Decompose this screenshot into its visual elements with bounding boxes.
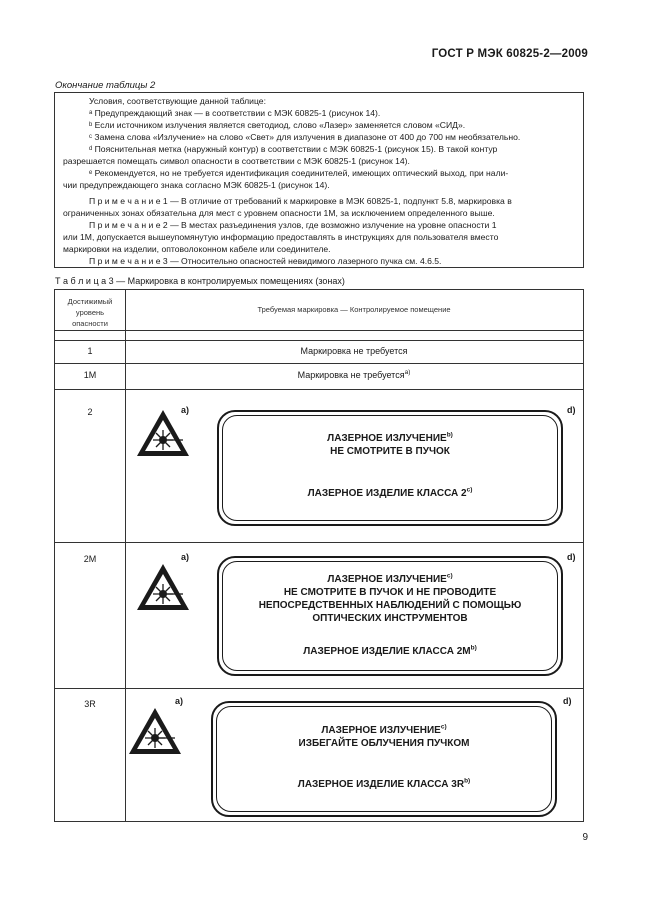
footnote-label-d: d) [567,552,576,562]
notes-line: ᵉ Рекомендуется, но не требуется идентификация соединителей, имеющих оптический выход, при нали- [89,168,509,178]
footnote-ref: c) [446,572,453,580]
header-level-line: опасности [72,319,108,328]
label-inner-border [222,415,558,521]
footnote-ref: b) [464,777,471,785]
footnote-label-d: d) [563,696,572,706]
sign-line: НЕ СМОТРИТЕ В ПУЧОК И НЕ ПРОВОДИТЕ [283,587,497,598]
footnote-label-a: a) [175,696,184,706]
label-inner-border [216,706,552,812]
level-cell: 1 [87,346,93,356]
notes-line: Условия, соответствующие данной таблице: [89,96,266,106]
sign-text: ЛАЗЕРНОЕ ИЗДЕЛИЕ КЛАССА 2 [307,488,467,499]
sign-line [213,779,555,791]
header-level-line: Достижимый [67,297,113,306]
row-divider [55,542,583,543]
marking-cell [125,370,583,380]
header-level-line: уровень [75,308,105,317]
sign-line [213,725,555,737]
level-cell: 2 [87,407,93,417]
explanatory-label [211,701,557,817]
marking-cell: Маркировка не требуется [300,346,408,356]
notes-line: ограниченных зонах обязательна для мест с уровнем опасности 1М, за исключением определенного выше. [63,208,495,218]
footnote-label-d: d) [567,405,576,415]
level-cell: 2М [83,554,97,564]
sign-text: ЛАЗЕРНОЕ ИЗЛУЧЕНИЕ [327,574,447,585]
laser-warning-icon [127,706,183,756]
footnote-ref: b) [446,431,453,439]
notes-line: ᵈ Пояснительная метка (наружный контур) в соответствии с МЭК 60825-1 (рисунок 15). В такой контур [89,144,498,154]
footnote-label-a: a) [181,405,190,415]
notes-line: П р и м е ч а н и е 2 — В местах разъединения узлов, где возможно излучение на уровне опасности 1 [89,220,497,230]
document-id: ГОСТ Р МЭК 60825-2—2009 [431,48,588,60]
sign-text: ЛАЗЕРНОЕ ИЗЛУЧЕНИЕ [321,725,441,736]
notes-line: ᶜ Замена слова «Излучение» на слово «Свет» для излучения в диапазоне от 400 до 700 нм необязательно. [89,132,521,142]
footnote-ref: c) [466,486,473,494]
sign-line: НЕ СМОТРИТЕ В ПУЧОК [330,446,450,457]
column-header-marking: Требуемая маркировка — Контролируемое помещение [257,305,451,314]
marking-text: Маркировка не требуется [297,370,405,380]
page-number: 9 [582,832,588,843]
sign-text: ЛАЗЕРНОЕ ИЗЛУЧЕНИЕ [327,433,447,444]
sign-text: ЛАЗЕРНОЕ ИЗДЕЛИЕ КЛАССА 3R [297,779,465,790]
row-divider [55,389,583,390]
sign-line [219,574,561,586]
level-cell: 3R [84,699,96,709]
footnote-label-a: a) [181,552,190,562]
notes-line: маркировки на изделии, оптоволоконном кабеле или соединителе. [63,244,331,254]
sign-line [219,488,561,500]
column-header-level [55,296,125,329]
footnote-ref: c) [440,723,447,731]
notes-line: ᵇ Если источником излучения является светодиод, слово «Лазер» заменяется словом «СИД». [89,120,466,130]
sign-line [219,646,561,658]
footnote-ref: b) [470,644,477,652]
sign-line: НЕПОСРЕДСТВЕННЫХ НАБЛЮДЕНИЙ С ПОМОЩЬЮ [258,600,522,611]
row-divider [55,340,583,341]
notes-box [54,92,584,268]
notes-line: чии предупреждающего знака согласно МЭК 60825-1 (рисунок 14). [63,180,330,190]
row-divider [55,688,583,689]
notes-line: разрешается помещать символ опасности в соответствии с МЭК 60825-1 (рисунок 14). [63,156,410,166]
notes-line: П р и м е ч а н и е 3 — Относительно опасностей невидимого лазерного пучка см. 4.6.5. [89,256,442,266]
sign-line: ОПТИЧЕСКИХ ИНСТРУМЕНТОВ [312,613,468,624]
row-divider [55,330,583,331]
notes-line: или 1М, допускается вышеупомянутую информацию предоставлять в инструкциях для пользователя вместо [63,232,499,242]
notes-line: П р и м е ч а н и е 1 — В отличие от требований к маркировке в МЭК 60825-1, подпункт 5.8, маркировка в [89,196,512,206]
notes-line: ᵃ Предупреждающий знак — в соответствии с МЭК 60825-1 (рисунок 14). [89,108,381,118]
sign-line [219,433,561,445]
continuation-title: Окончание таблицы 2 [55,80,156,91]
sign-text: ЛАЗЕРНОЕ ИЗДЕЛИЕ КЛАССА 2М [303,646,471,657]
laser-warning-icon [135,408,191,458]
explanatory-label [217,556,563,676]
table-title: Т а б л и ц а 3 — Маркировка в контролируемых помещениях (зонах) [55,276,345,286]
level-cell: 1М [83,370,97,380]
sign-line: ИЗБЕГАЙТЕ ОБЛУЧЕНИЯ ПУЧКОМ [298,738,470,749]
marking-table [54,289,584,822]
laser-warning-icon [135,562,191,612]
footnote-ref: a) [404,369,411,376]
explanatory-label [217,410,563,526]
row-divider [55,363,583,364]
